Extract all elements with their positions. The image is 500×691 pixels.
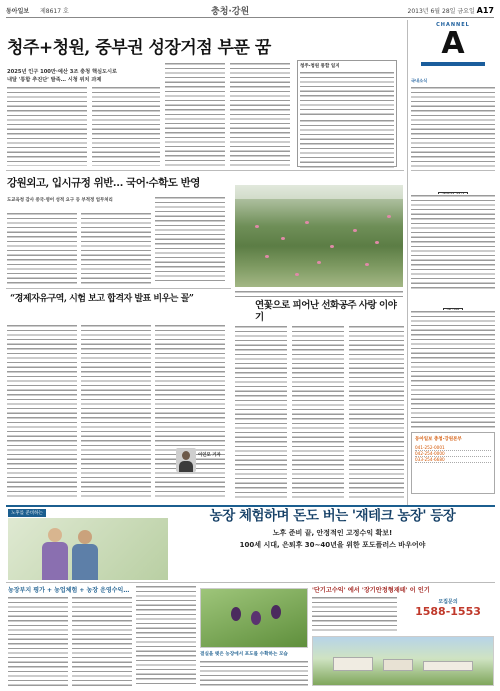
issue-number: 제8617 호 — [40, 8, 69, 15]
lotus-body-col1 — [235, 325, 287, 501]
article1-body-col4 — [230, 62, 290, 166]
photo-caption — [235, 290, 403, 298]
channel-letter: A — [441, 26, 465, 61]
sidebar-news-items — [411, 86, 495, 170]
ad-phone-number[interactable]: 1588-1553 — [415, 605, 481, 618]
lotus-photo — [235, 185, 403, 287]
timeline-box-title: 청주·청원 통합 일지 — [300, 64, 340, 69]
article2-body-col2 — [81, 212, 151, 284]
quote-body-col3 — [155, 324, 225, 500]
divider — [6, 170, 404, 171]
ad-headline: 농장 체험하며 돈도 버는 '재테크 농장' 등장 — [209, 508, 456, 524]
contact-phone-3: 033-254-6680 — [415, 457, 491, 463]
timeline-body — [300, 119, 394, 169]
issue-date: 2013년 6월 28일 금요일 — [407, 8, 475, 15]
quote-body-col2 — [81, 324, 151, 500]
divider — [411, 170, 495, 171]
header-date-page — [408, 6, 494, 15]
ad-body-col2 — [72, 596, 132, 686]
main-headline: 청주+청원, 중부권 성장거점 부푼 꿈 — [7, 38, 271, 58]
page-header — [6, 4, 494, 18]
contact-phone-2: 042-254-0000 — [415, 451, 491, 457]
ad-body-col3 — [136, 585, 196, 686]
article1-body-col3 — [165, 62, 225, 166]
contact-title: 동아일보 충청·강원본부 — [415, 437, 462, 442]
ad-photo-couple — [8, 518, 168, 580]
ad-phone-block[interactable] — [402, 598, 494, 618]
subhead-1: 2025년 인구 100만·예산 3조 충청 핵심도시로 — [7, 69, 118, 75]
article2-body-col3 — [155, 196, 225, 284]
subhead-2: 내달 '통합 추진단' 발족… 시청 위치 과제 — [7, 77, 102, 83]
ad-divider — [6, 505, 495, 507]
ad-callout: '단기고수익' 에서 '장기안정형재테' 이 인기 — [312, 587, 430, 594]
reporter-name: 이인모 기자 — [198, 453, 221, 458]
quote-headline: “경제자유구역, 시험 보고 합격자 발표 비우는 꼴” — [10, 294, 194, 304]
divider — [6, 288, 231, 289]
ad-label: 농장부지 평가 + 농업체험 + 농장 운영수익… — [8, 587, 130, 594]
page-number: A17 — [476, 6, 494, 15]
article2-subhead: 도교육청 감사 중국·영어 성적 요구 등 부적정 업무처리 — [7, 198, 113, 203]
timeline-list — [300, 71, 394, 116]
contact-phone-1: 041-252-0001 — [415, 445, 491, 451]
quote-body-col1 — [7, 324, 77, 500]
ad-phone-label: 모집문의 — [438, 599, 458, 605]
ad-heading-block — [170, 508, 495, 550]
ad-subhead-2: 100세 시대, 은퇴후 30~40년을 위한 포도플러스 바우어야 — [239, 541, 426, 549]
lotus-body-col3 — [349, 325, 404, 501]
ad-photo-grapes — [200, 588, 308, 648]
article2-body-col1 — [7, 212, 77, 284]
section-title: 충청·강원 — [211, 7, 250, 17]
paper-name: 동아일보 — [6, 8, 30, 15]
article2-headline: 강원외고, 입시규정 위반… 국어·수학도 반영 — [7, 177, 200, 189]
article1-body-col1 — [7, 86, 87, 166]
channel-badge — [411, 22, 495, 74]
contact-box — [411, 432, 495, 494]
channel-label: CHANNEL — [436, 22, 470, 28]
sidebar-news-title: 국내소식 — [411, 78, 428, 83]
notice-body — [411, 310, 495, 428]
ad-photo-farm — [312, 636, 494, 686]
ad-callout-body — [312, 596, 397, 632]
lotus-headline: 연꽃으로 피어난 선화공주 사랑 이야기 — [255, 300, 397, 323]
lotus-body-col2 — [292, 325, 344, 501]
ad-subhead-1: 노후 준비 끝, 안정적인 고정수익 확보! — [272, 529, 393, 537]
ad-body-col1 — [8, 596, 68, 686]
reporter-photo — [176, 448, 196, 472]
personnel-body — [411, 194, 495, 290]
sidebar-divider — [407, 20, 408, 505]
ad-body-col4 — [200, 660, 308, 686]
ad-tag: 노후를 준비하는 — [8, 509, 46, 517]
article1-body-col2 — [92, 86, 160, 166]
divider — [6, 582, 495, 583]
timeline-box — [297, 60, 397, 167]
ad-photo-caption: 결실을 맺은 농장에서 포도를 수확하는 모습 — [200, 652, 288, 657]
sidebar-news-list — [411, 78, 495, 170]
